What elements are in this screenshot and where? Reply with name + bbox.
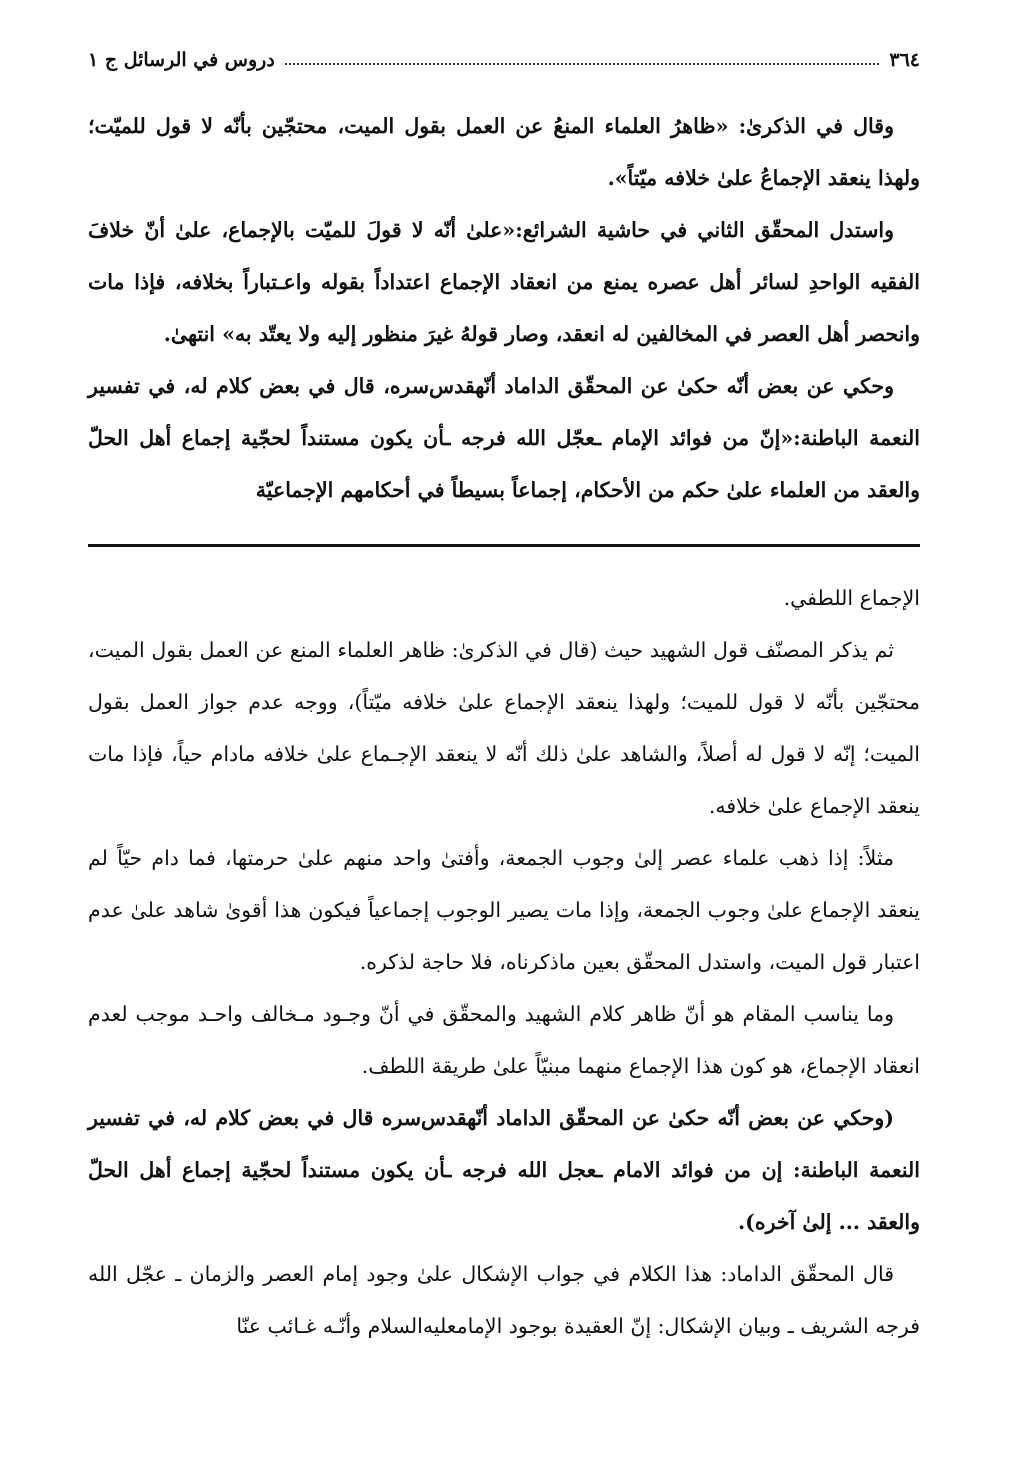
main-paragraph: واستدل المحقّق الثاني في حاشية الشرائع:«علىٰ أنّه لا قولَ للميّت بالإجماع، علىٰ أنّ خلافَ الفقيه الواحدِ لسائر أهل عصره يمنع من انعقاد الإجماع اعتداداً بقوله واعـتباراً بخلافه، فإذا مات وانحصر أهل العصر في المخالفين له انعقد، وصار قولهُ غيرَ منظور إليه ولا يعتّد به» انتهىٰ.	[88, 218, 920, 346]
page-number: ٣٦٤	[889, 49, 920, 71]
commentary-paragraph: الإجماع اللطفي.	[783, 586, 920, 610]
commentary-paragraph: مثلاً: إذا ذهب علماء عصر إلىٰ وجوب الجمعة، وأفتىٰ واحد منهم علىٰ حرمتها، فما دام حيّاً لم ينعقد الإجماع علىٰ وجوب الجمعة، وإذا مات يصير الوجوب إجماعياً فيكون هذا أقوىٰ شاهد علىٰ عدم اعتبار قول الميت، واستدل المحقّق بعين ماذكرناه، فلا حاجة لذكره.	[88, 846, 920, 974]
main-text	[88, 100, 920, 516]
main-paragraph: وقال في الذكرىٰ: «ظاهرُ العلماء المنعُ عن العمل بقول الميت، محتجّين بأنّه لا قول للميّت؛ ولهذا ينعقد الإجماعُ علىٰ خلافه ميّتاً».	[88, 114, 920, 190]
header-dot-leader	[285, 63, 880, 65]
page-header	[88, 40, 920, 80]
commentary-paragraph: ثم يذكر المصنّف قول الشهيد حيث (قال في الذكرىٰ: ظاهر العلماء المنع عن العمل بقول الميت، محتجّين بأنّه لا قول للميت؛ ولهذا ينعقد الإجماع علىٰ خلافه ميّتاً)، ووجه عدم جواز العمل بقول الميت؛ إنّه لا قول له أصلاً، والشاهد علىٰ ذلك أنّه لا ينعقد الإجـماع علىٰ خلافه مادام حياً، فإذا مات ينعقد الإجماع علىٰ خلافه.	[88, 638, 920, 818]
commentary-quote-paragraph: (وحكي عن بعض أنّه حكىٰ عن المحقّق الداماد أنّه‏قدس‌سره قال في بعض كلام له، في تفسير النعمة الباطنة: إن من فوائد الامام ـعجل الله فرجه ـأن يكون مستنداً لحجّية إجماع أهل الحلّ والعقد ... إلىٰ آخره).	[88, 1106, 920, 1234]
commentary-paragraph: قال المحقّق الداماد: هذا الكلام في جواب الإشكال علىٰ وجود إمام العصر والزمان ـ عجّل الله فرجه الشريف ـ وبيان الإشكال: إنّ العقيدة بوجود الإمام‏عليه‌السلام وأنّـه غـائب عنّا	[88, 1262, 920, 1338]
commentary-paragraph: وما يناسب المقام هو أنّ ظاهر كلام الشهيد والمحقّق في أنّ وجـود مـخالف واحـد موجب لعدم انعقاد الإجماع، هو كون هذا الإجماع منهما مبنيّاً علىٰ طريقة اللطف.	[88, 1002, 920, 1078]
main-paragraph: وحكي عن بعض أنّه حكىٰ عن المحقّق الداماد أنّه‏قدس‌سره، قال في بعض كلام له، في تفسير النعمة الباطنة:«إنّ من فوائد الإمام ـعجّل الله فرجه ـأن يكون مستنداً لحجّية إجماع أهل الحلّ والعقد من العلماء علىٰ حكم من الأحكام، إجماعاً بسيطاً في أحكامهم الإجماعيّة	[88, 374, 920, 502]
separator-rule	[88, 544, 920, 547]
book-title: دروس في الرسائل ج ١	[88, 49, 275, 71]
commentary-text	[88, 572, 920, 1352]
